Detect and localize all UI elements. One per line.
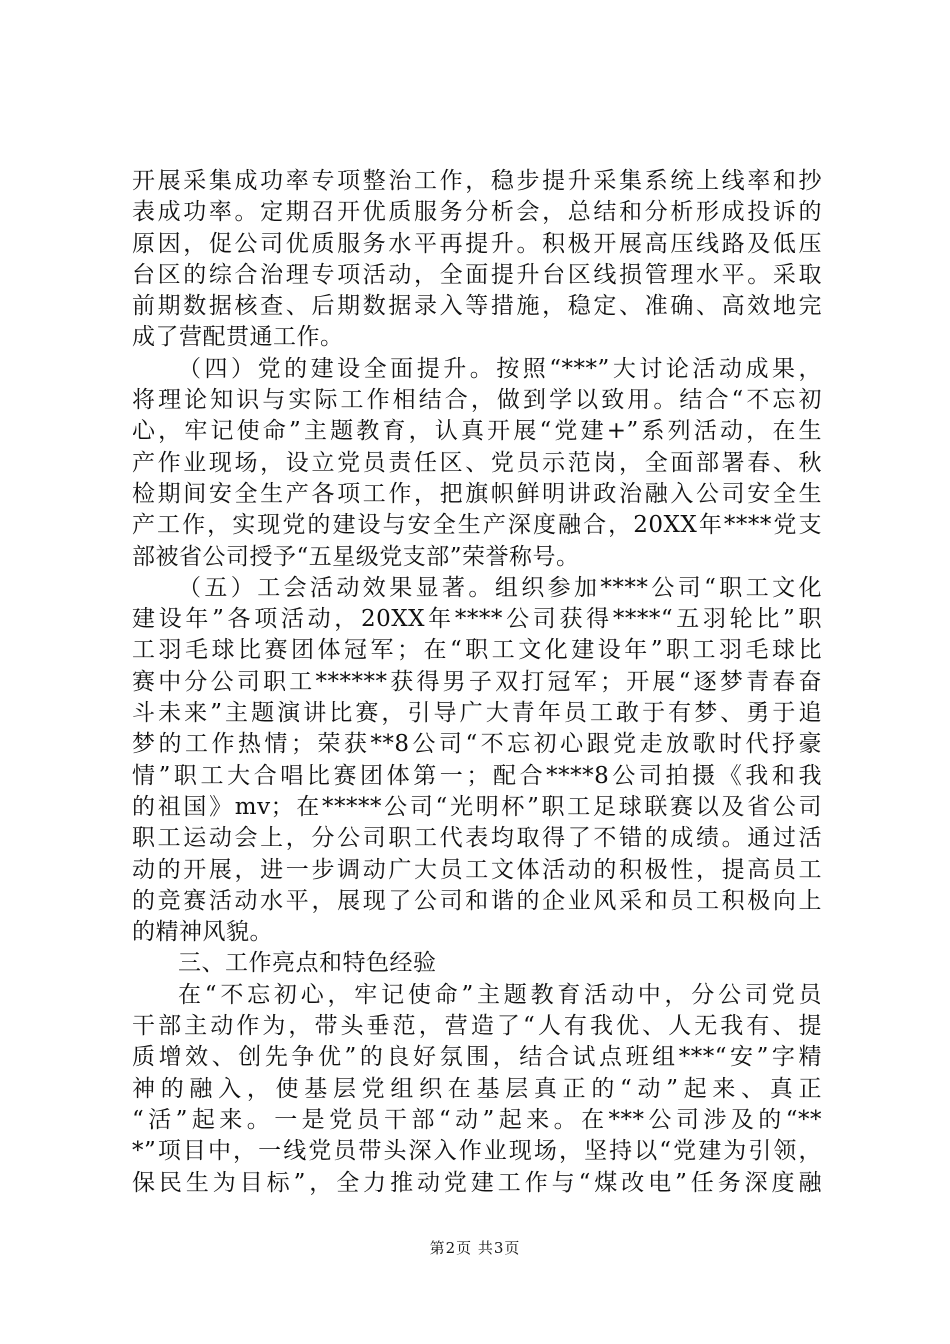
text-line: 产工作，实现党的建设与安全生产深度融合，20XX年****党支 [132, 512, 822, 539]
text-line: 检期间安全生产各项工作，把旗帜鲜明讲政治融入公司安全生 [132, 480, 822, 507]
text-line: 心，牢记使命”主题教育，认真开展“党建+”系列活动，在生 [132, 418, 822, 445]
text-line: 的祖国》mv；在*****公司“光明杯”职工足球联赛以及省公司 [132, 793, 822, 820]
text-line: 部被省公司授予“五星级党支部”荣誉称号。 [132, 543, 580, 570]
text-line: 梦的工作热情；荣获**8公司“不忘初心跟党走放歌时代抒豪 [132, 731, 822, 758]
text-line: 质增效、创先争优”的良好氛围，结合试点班组***“安”字精 [132, 1044, 822, 1071]
text-line: 前期数据核查、后期数据录入等措施，稳定、准确、高效地完 [132, 293, 822, 320]
page-number-label: 第2页 共3页 [429, 1239, 521, 1257]
page-footer [0, 1238, 950, 1258]
text-line: 原因，促公司优质服务水平再提升。积极开展高压线路及低压 [132, 230, 822, 257]
text-line: 情”职工大合唱比赛团体第一；配合****8公司拍摄《我和我 [132, 762, 822, 789]
document-body [132, 166, 822, 1199]
text-line: 神的融入，使基层党组织在基层真正的“动”起来、真正 [132, 1075, 822, 1102]
text-line: 保民生为目标”，全力推动党建工作与“煤改电”任务深度融 [132, 1169, 822, 1196]
text-line: 台区的综合治理专项活动，全面提升台区线损管理水平。采取 [132, 261, 822, 288]
text-line: 赛中分公司职工******获得男子双打冠军；开展“逐梦青春奋 [132, 668, 822, 695]
text-line: 产作业现场，设立党员责任区、党员示范岗，全面部署春、秋 [132, 449, 822, 476]
text-line: 的精神风貌。 [132, 919, 273, 946]
text-line: 开展采集成功率专项整治工作，稳步提升采集系统上线率和抄 [132, 168, 822, 194]
text-line: 干部主动作为，带头垂范，营造了“人有我优、人无我有、提 [132, 1013, 822, 1040]
text-line: “活”起来。一是党员干部“动”起来。在***公司涉及的“** [132, 1106, 822, 1133]
text-line: 成了营配贯通工作。 [132, 324, 344, 351]
text-line: 的竞赛活动水平，展现了公司和谐的企业风采和员工积极向上 [132, 887, 822, 914]
text-line: （四）党的建设全面提升。按照“***”大讨论活动成果， [178, 355, 822, 382]
text-line: 将理论知识与实际工作相结合，做到学以致用。结合“不忘初 [132, 387, 822, 414]
text-line: 表成功率。定期召开优质服务分析会，总结和分析形成投诉的 [132, 199, 822, 226]
text-line: 在“不忘初心，牢记使命”主题教育活动中，分公司党员 [178, 981, 822, 1008]
text-line: （五）工会活动效果显著。组织参加****公司“职工文化 [178, 574, 822, 601]
text-line: *”项目中，一线党员带头深入作业现场，坚持以“党建为引领， [132, 1138, 822, 1165]
text-line: 职工运动会上，分公司职工代表均取得了不错的成绩。通过活 [132, 825, 822, 852]
text-line: 工羽毛球比赛团体冠军；在“职工文化建设年”职工羽毛球比 [132, 637, 822, 664]
text-line: 建设年”各项活动，20XX年****公司获得****“五羽轮比”职 [132, 606, 822, 633]
text-line: 斗未来”主题演讲比赛，引导广大青年员工敢于有梦、勇于追 [132, 700, 822, 727]
text-line: 动的开展，进一步调动广大员工文体活动的积极性，提高员工 [132, 856, 822, 883]
section-heading: 三、工作亮点和特色经验 [178, 950, 437, 977]
